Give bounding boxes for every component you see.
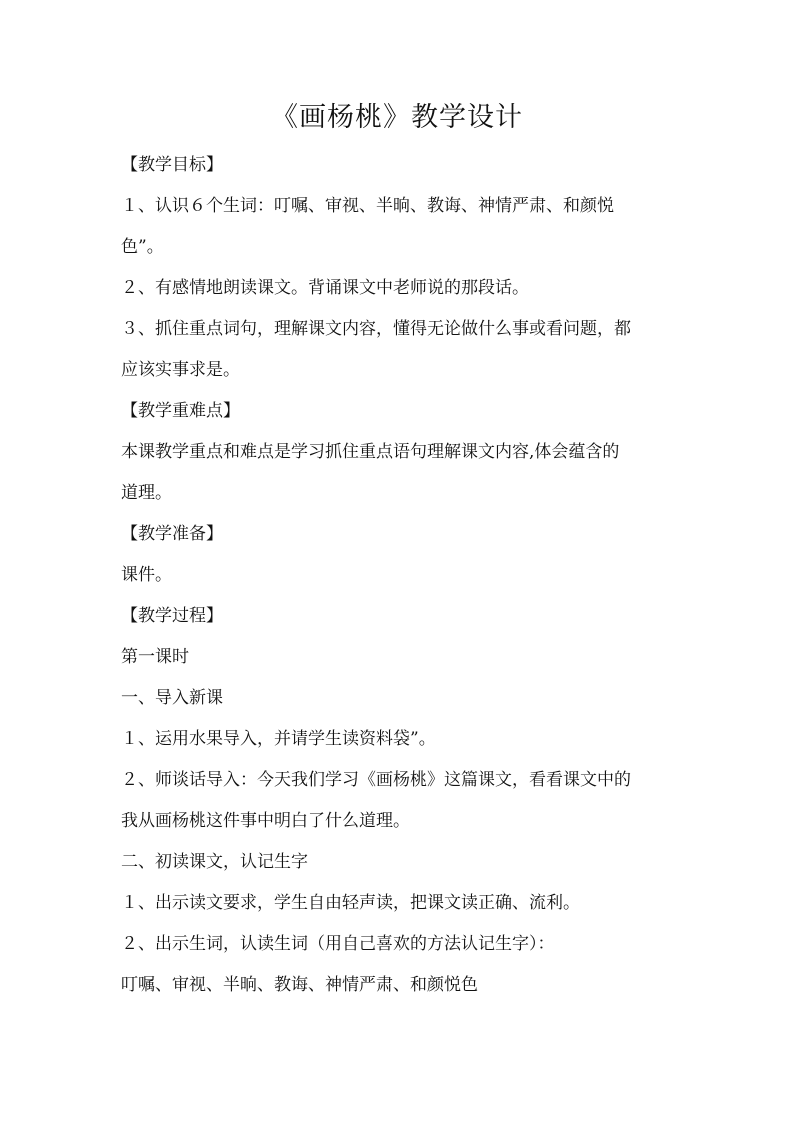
step-1-item-2-line-2: 我从画杨桃这件事中明白了什么道理。: [121, 811, 410, 831]
step-1-item-1: １、运用水果导入，并请学生读资料袋”。: [121, 729, 436, 749]
objective-3-line-2: 应该实事求是。: [121, 360, 240, 380]
objective-1-line-2: 色”。: [121, 237, 164, 257]
preparation-text: 课件。: [121, 565, 172, 585]
key-points-line-2: 道理。: [121, 483, 172, 503]
objective-2: ２、有感情地朗读课文。背诵课文中老师说的那段话。: [121, 278, 529, 298]
section-heading-key-points: 【教学重难点】: [121, 401, 240, 421]
document-title: 《画杨桃》教学设计: [271, 102, 523, 133]
section-heading-objectives: 【教学目标】: [121, 155, 223, 175]
step-2-heading: 二、初读课文，认记生字: [121, 852, 308, 872]
step-2-item-2: ２、出示生词，认读生词（用自己喜欢的方法认记生字）：: [121, 934, 555, 954]
objective-3-line-1: ３、抓住重点词句，理解课文内容，懂得无论做什么事或看问题，都: [121, 319, 631, 339]
document-body: [121, 145, 677, 1006]
step-1-item-2-line-1: ２、师谈话导入：今天我们学习《画杨桃》这篇课文，看看课文中的: [121, 770, 631, 790]
section-heading-preparation: 【教学准备】: [121, 524, 223, 544]
objective-1-line-1: １、认识６个生词：叮嘱、审视、半晌、教诲、神情严肃、和颜悦: [121, 196, 614, 216]
step-1-heading: 一、导入新课: [121, 688, 223, 708]
lesson-period-1: 第一课时: [121, 647, 189, 667]
section-heading-process: 【教学过程】: [121, 606, 223, 626]
vocabulary-list: 叮嘱、审视、半晌、教诲、神情严肃、和颜悦色: [121, 975, 478, 995]
key-points-line-1: 本课教学重点和难点是学习抓住重点语句理解课文内容,体会蕴含的: [121, 442, 620, 462]
step-2-item-1: １、出示读文要求，学生自由轻声读，把课文读正确、流利。: [121, 893, 580, 913]
